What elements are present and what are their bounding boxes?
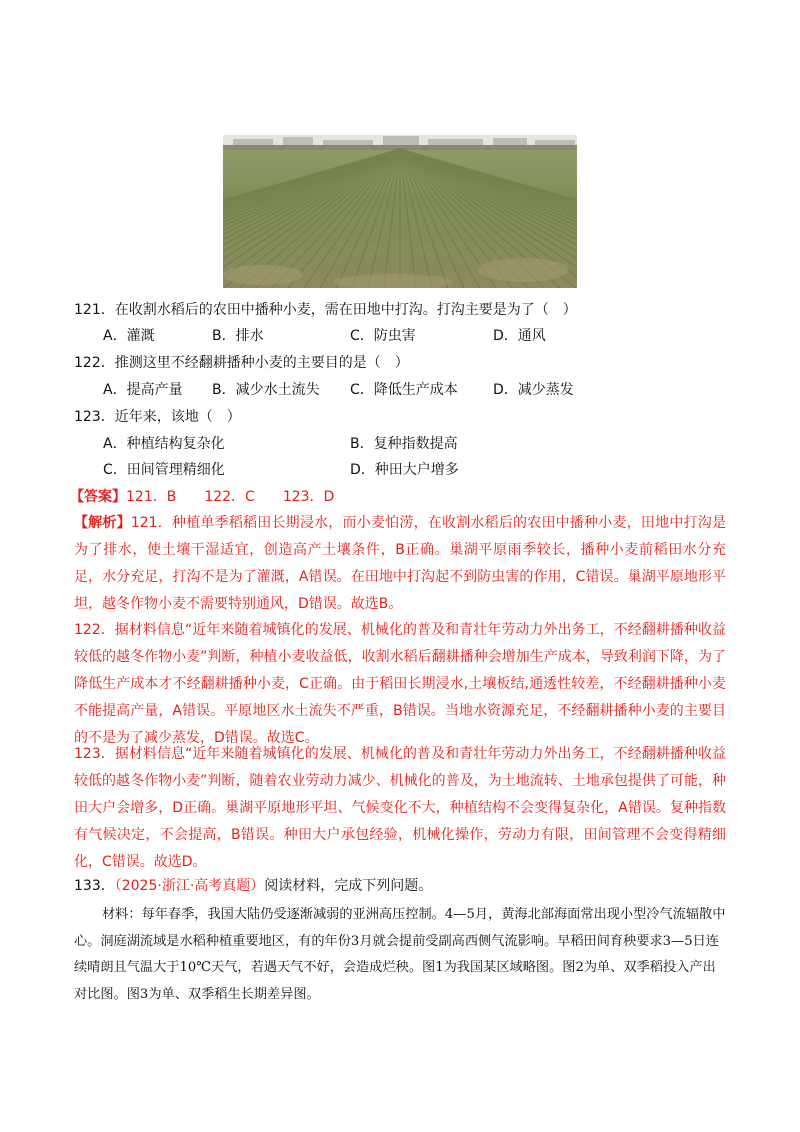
question-123-option-a: A．种植结构复杂化 — [103, 436, 225, 452]
question-133-instruction: 阅读材料，完成下列问题。 — [264, 878, 433, 894]
question-133-source: （2025·浙江·高考真题） — [114, 878, 265, 894]
question-121-option-a: A．灌溉 — [103, 328, 155, 344]
question-133-material: 材料：每年春季，我国大陆仍受逐渐减弱的亚洲高压控制。4—5月，黄海北部海面常出现小型冷气流辐散中心。洞庭湖流域是水稻种植重要地区，有的年份3月就会提前受副高西侧气流影响。早稻田间育秧要求3—5日连续晴朗且气温大于10℃天气，若遇天气不好，会造成烂秧。图1为我国某区域略图。图2为单、双季稻投入产出对比图。图3为单、双季稻生长期差异图。 — [74, 907, 726, 1002]
analysis-121-text: 121．种植单季稻稻田长期浸水，而小麦怕涝，在收割水稻后的农田中播种小麦，田地中打沟是为了排水，使土壤干湿适宜，创造高产土壤条件，B正确。巢湖平原雨季较长，播种小麦前稻田水分充足，水分充足，打沟不是为了灌溉，A错误。在田地中打沟起不到防虫害的作用，C错误。巢湖平原地形平坦，越冬作物小麦不需要特别通风，D错误。故选B。 — [74, 515, 726, 612]
answer-line — [70, 487, 334, 507]
question-121-option-c: C．防虫害 — [350, 328, 416, 344]
answer-text: 121．B 122．C 123．D — [126, 489, 335, 505]
question-123-option-b: B．复种指数提高 — [350, 436, 458, 452]
wheat-field-photo — [223, 135, 577, 288]
question-122-option-a: A．提高产量 — [103, 382, 183, 398]
answer-tag: 【答案】 — [70, 489, 126, 505]
question-122-option-d: D．减少蒸发 — [493, 382, 574, 398]
question-133-number: 133． — [74, 878, 115, 894]
question-133-header — [74, 876, 432, 896]
question-123-option-d: D．种田大户增多 — [350, 462, 459, 478]
question-122-stem: 122．推测这里不经翻耕播种小麦的主要目的是（ ） — [74, 355, 409, 371]
question-122-option-b: B．减少水土流失 — [212, 382, 320, 398]
question-121-stem: 121．在收割水稻后的农田中播种小麦，需在田地中打沟。打沟主要是为了（ ） — [74, 302, 577, 318]
question-122-option-c: C．降低生产成本 — [350, 382, 458, 398]
question-121-option-b: B．排水 — [212, 328, 264, 344]
analysis-122: 122．据材料信息“近年来随着城镇化的发展、机械化的普及和青壮年劳动力外出务工，不经翻耕播种收益较低的越冬作物小麦”判断，种植小麦收益低，收割水稻后翻耕播种会增加生产成本，导致利润下降，为了降低生产成本才不经翻耕播种小麦，C正确。由于稻田长期浸水,土壤板结,通透性较差，不经翻耕播种小麦不能提高产量，A错误。平原地区水土流失不严重，B错误。当地水资源充足，不经翻耕播种小麦的主要目的不是为了减少蒸发，D错误。故选C。 — [74, 622, 726, 746]
analysis-123: 123．据材料信息“近年来随着城镇化的发展、机械化的普及和青壮年劳动力外出务工，不经翻耕播种收益较低的越冬作物小麦”判断，随着农业劳动力减少、机械化的普及，为土地流转、土地承包提供了可能，种田大户会增多，D正确。巢湖平原地形平坦、气候变化不大，种植结构不会变得复杂化，A错误。复种指数有气候决定，不会提高，B错误。种田大户承包经验，机械化操作，劳动力有限，田间管理不会变得精细化，C错误。故选D。 — [74, 746, 726, 870]
question-123-stem: 123．近年来，该地（ ） — [74, 409, 241, 425]
question-123-option-c: C．田间管理精细化 — [103, 462, 225, 478]
analysis-121 — [74, 510, 726, 618]
question-121-option-d: D．通风 — [493, 328, 546, 344]
analysis-tag: 【解析】 — [74, 515, 131, 531]
